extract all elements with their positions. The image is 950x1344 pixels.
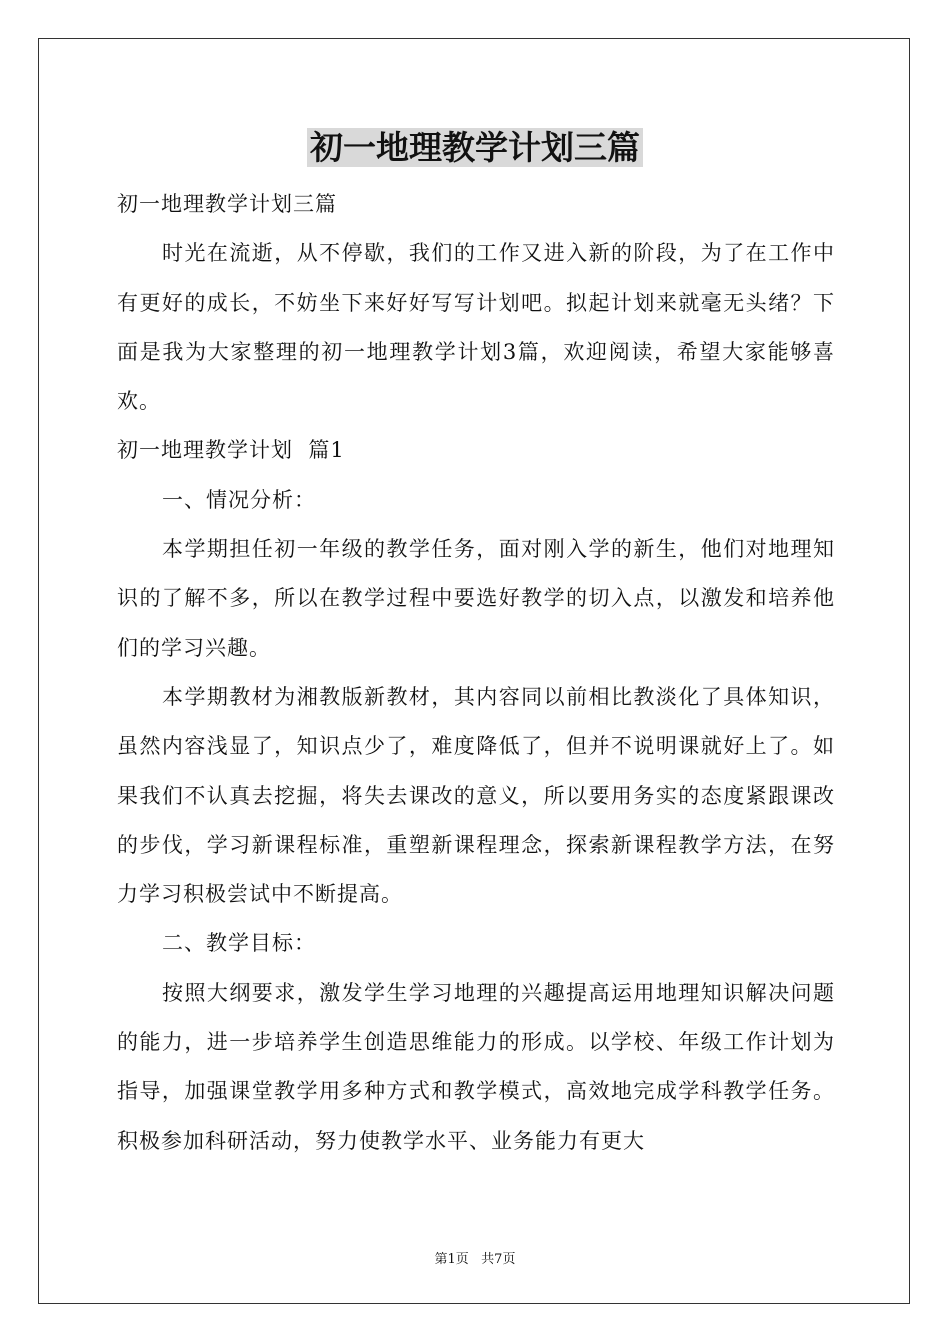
- document-title: [0, 128, 950, 168]
- page-footer: 第1页 共7页: [434, 1252, 516, 1267]
- section-heading: 初一地理教学计划 篇1: [117, 438, 345, 463]
- paragraph: 本学期教材为湘教版新教材，其内容同以前相比教淡化了具体知识，虽然内容浅显了，知识点少了，难度降低了，但并不说明课就好上了。如果我们不认真去挖掘，将失去课改的意义，所以要用务实的态度紧跟课改的步伐，学习新课程标准，重塑新课程理念，探索新课程教学方法，在努力学习积极尝试中不断提高。: [117, 684, 835, 907]
- paragraph: 初一地理教学计划三篇: [117, 192, 337, 216]
- paragraph: 时光在流逝，从不停歇，我们的工作又进入新的阶段，为了在工作中有更好的成长，不妨坐下来好好写写计划吧。拟起计划来就毫无头绪？下面是我为大家整理的初一地理教学计划3篇，欢迎阅读，希望大家能够喜欢。: [117, 241, 835, 414]
- document-title-text: 初一地理教学计划三篇: [307, 128, 643, 167]
- subsection-heading: 一、情况分析：: [162, 487, 316, 512]
- paragraph: 本学期担任初一年级的教学任务，面对刚入学的新生，他们对地理知识的了解不多，所以在教学过程中要选好教学的切入点，以激发和培养他们的学习兴趣。: [117, 537, 835, 660]
- paragraph: 按照大纲要求，激发学生学习地理的兴趣提高运用地理知识解决问题的能力，进一步培养学生创造思维能力的形成。以学校、年级工作计划为指导，加强课堂教学用多种方式和教学模式，高效地完成学科教学任务。积极参加科研活动，努力使教学水平、业务能力有更大: [117, 980, 835, 1153]
- subsection-heading: 二、教学目标：: [162, 931, 316, 956]
- document-body: [117, 180, 835, 1166]
